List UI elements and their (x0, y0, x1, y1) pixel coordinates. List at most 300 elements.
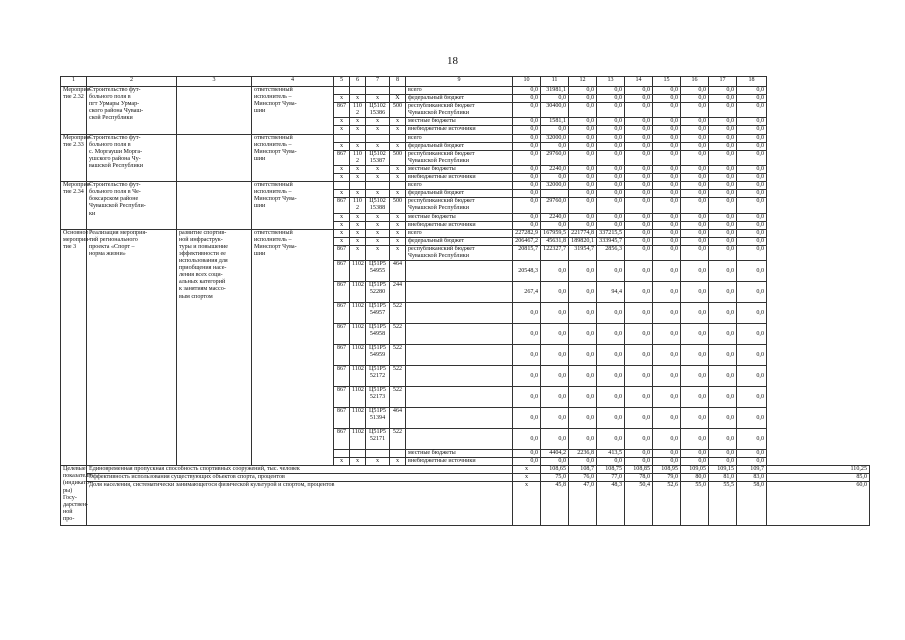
code-grbs: x (334, 229, 350, 237)
code-section: x (350, 174, 366, 182)
amount-cell: 0,0 (597, 408, 625, 429)
code-grbs (334, 134, 350, 142)
code-section: 1102 (350, 261, 366, 282)
amount-cell: 0,0 (653, 282, 681, 303)
code-target: x (366, 213, 390, 221)
code-target: x (366, 126, 390, 134)
responsible-executor: ответственный исполнитель – Минспорт Чува- шии (252, 134, 334, 182)
column-number: 18 (737, 77, 767, 87)
code-target (366, 87, 390, 95)
amount-cell: 0,0 (513, 408, 541, 429)
amount-cell: 0,0 (569, 458, 597, 466)
amount-cell: 333945,7 (597, 237, 625, 245)
amount-cell: 0,0 (737, 366, 767, 387)
amount-cell: 0,0 (681, 261, 709, 282)
indicator-value: 50,4 (625, 482, 653, 526)
amount-cell: 0,0 (569, 165, 597, 173)
amount-cell: 0,0 (597, 150, 625, 165)
amount-cell: 0,0 (569, 221, 597, 229)
amount-cell: 0,0 (681, 450, 709, 458)
measure-id: Основное мероприя- тие 3 (61, 229, 87, 466)
amount-cell: 0,0 (681, 458, 709, 466)
amount-cell: 0,0 (709, 95, 737, 103)
amount-cell: 0,0 (737, 458, 767, 466)
amount-cell: 0,0 (709, 458, 737, 466)
amount-cell: 29760,0 (541, 198, 569, 213)
code-target: x (366, 245, 390, 260)
amount-cell: 0,0 (681, 387, 709, 408)
funding-source: внебюджетные источники (406, 174, 513, 182)
code-target: x (366, 118, 390, 126)
amount-cell: 0,0 (653, 237, 681, 245)
code-section (350, 450, 366, 458)
amount-cell: 0,0 (625, 366, 653, 387)
amount-cell: 29760,0 (541, 150, 569, 165)
amount-cell: 0,0 (513, 198, 541, 213)
amount-cell: 0,0 (709, 408, 737, 429)
amount-cell: 0,0 (653, 95, 681, 103)
column-number: 1 (61, 77, 87, 87)
indicator-value: 77,0 (597, 474, 625, 482)
amount-cell: 0,0 (569, 261, 597, 282)
amount-cell: 0,0 (653, 229, 681, 237)
amount-cell: 0,0 (625, 450, 653, 458)
amount-cell: 0,0 (513, 134, 541, 142)
amount-cell: 0,0 (737, 150, 767, 165)
funding-source: всего (406, 134, 513, 142)
code-target: Ц5102 15388 (366, 198, 390, 213)
amount-cell: 221774,8 (569, 229, 597, 237)
amount-cell: 0,0 (709, 324, 737, 345)
amount-cell: 189820,1 (569, 237, 597, 245)
funding-source (406, 261, 513, 282)
code-section: x (350, 458, 366, 466)
column-number: 3 (177, 77, 252, 87)
amount-cell: 0,0 (625, 221, 653, 229)
amount-cell: 0,0 (569, 150, 597, 165)
code-section: x (350, 190, 366, 198)
amount-cell: 0,0 (625, 182, 653, 190)
measure-goal (177, 134, 252, 182)
indicator-value: 60,0 (767, 482, 870, 526)
code-target: x (366, 237, 390, 245)
table-row (61, 182, 870, 190)
amount-cell: 0,0 (709, 134, 737, 142)
code-grbs: x (334, 174, 350, 182)
amount-cell: 0,0 (597, 174, 625, 182)
column-number: 15 (653, 77, 681, 87)
amount-cell: 0,0 (653, 134, 681, 142)
amount-cell: 0,0 (569, 174, 597, 182)
amount-cell: 0,0 (709, 245, 737, 260)
indicator-text: Доля населения, систематически занимающегося физической культурой и спортом, процентов (87, 482, 513, 526)
code-section: 1102 (350, 324, 366, 345)
code-grbs: 867 (334, 282, 350, 303)
amount-cell: 0,0 (681, 345, 709, 366)
amount-cell: 0,0 (569, 126, 597, 134)
indicator-value: 45,8 (541, 482, 569, 526)
amount-cell: 0,0 (513, 87, 541, 95)
amount-cell: 45631,8 (541, 237, 569, 245)
funding-source: внебюджетные источники (406, 458, 513, 466)
code-expense: 500 (390, 150, 406, 165)
funding-source: федеральный бюджет (406, 237, 513, 245)
code-expense: x (390, 165, 406, 173)
amount-cell: 0,0 (597, 134, 625, 142)
amount-cell: 0,0 (513, 366, 541, 387)
amount-cell: 0,0 (541, 429, 569, 450)
code-target: Ц51Р5 52280 (366, 282, 390, 303)
amount-cell: 0,0 (709, 429, 737, 450)
amount-cell: 0,0 (513, 190, 541, 198)
amount-cell: 0,0 (597, 182, 625, 190)
amount-cell: 0,0 (737, 345, 767, 366)
amount-cell: 0,0 (541, 366, 569, 387)
code-target: x (366, 142, 390, 150)
indicator-value: 85,0 (767, 474, 870, 482)
indicator-text: Эффективность использования существующих объектов спорта, процентов (87, 474, 513, 482)
code-expense: 522 (390, 429, 406, 450)
amount-cell: 2240,0 (541, 213, 569, 221)
amount-cell: 122327,7 (541, 245, 569, 260)
amount-cell: 0,0 (569, 408, 597, 429)
amount-cell: 0,0 (681, 165, 709, 173)
amount-cell: 0,0 (737, 190, 767, 198)
indicator-value: 79,0 (653, 474, 681, 482)
code-section: 1102 (350, 282, 366, 303)
amount-cell: 0,0 (737, 408, 767, 429)
amount-cell: 0,0 (513, 345, 541, 366)
amount-cell: 206467,2 (513, 237, 541, 245)
amount-cell: 0,0 (681, 408, 709, 429)
funding-source: республиканский бюджет Чувашской Республики (406, 103, 513, 118)
column-number: 13 (597, 77, 625, 87)
amount-cell: 0,0 (681, 95, 709, 103)
funding-source: республиканский бюджет Чувашской Республики (406, 150, 513, 165)
amount-cell: 0,0 (597, 87, 625, 95)
amount-cell: 1581,1 (541, 118, 569, 126)
code-grbs: 867 (334, 408, 350, 429)
column-number: 9 (406, 77, 513, 87)
code-target: Ц5102 15386 (366, 103, 390, 118)
code-grbs: x (334, 213, 350, 221)
amount-cell: 0,0 (681, 221, 709, 229)
code-expense: x (390, 126, 406, 134)
amount-cell: 0,0 (597, 458, 625, 466)
code-grbs: x (334, 237, 350, 245)
code-expense (390, 87, 406, 95)
code-section: 1102 (350, 345, 366, 366)
code-section: 1102 (350, 366, 366, 387)
code-section: x (350, 95, 366, 103)
amount-cell: 0,0 (597, 261, 625, 282)
amount-cell: 0,0 (653, 87, 681, 95)
amount-cell: 0,0 (597, 345, 625, 366)
code-section: 110 2 (350, 150, 366, 165)
code-section: x (350, 118, 366, 126)
code-expense: x (390, 190, 406, 198)
amount-cell: 0,0 (737, 174, 767, 182)
amount-cell: 0,0 (709, 345, 737, 366)
code-expense: X (390, 95, 406, 103)
column-number: 10 (513, 77, 541, 87)
amount-cell: 0,0 (569, 282, 597, 303)
amount-cell: 0,0 (569, 213, 597, 221)
amount-cell: 0,0 (569, 303, 597, 324)
indicator-value: 81,0 (709, 474, 737, 482)
amount-cell: 0,0 (513, 221, 541, 229)
code-grbs: 867 (334, 103, 350, 118)
amount-cell: 0,0 (569, 387, 597, 408)
funding-source: всего (406, 229, 513, 237)
code-section: 110 2 (350, 103, 366, 118)
amount-cell: 0,0 (709, 387, 737, 408)
amount-cell: 0,0 (681, 150, 709, 165)
amount-cell: 0,0 (681, 366, 709, 387)
amount-cell: 0,0 (737, 261, 767, 282)
amount-cell: 0,0 (625, 237, 653, 245)
amount-cell: 0,0 (709, 261, 737, 282)
code-expense: x (390, 229, 406, 237)
amount-cell: 0,0 (709, 142, 737, 150)
amount-cell: 0,0 (709, 190, 737, 198)
code-grbs: 867 (334, 303, 350, 324)
code-section: x (350, 229, 366, 237)
code-expense: 244 (390, 282, 406, 303)
indicator-value: 52,6 (653, 482, 681, 526)
amount-cell: 0,0 (513, 126, 541, 134)
code-grbs: x (334, 190, 350, 198)
amount-cell: 0,0 (653, 303, 681, 324)
amount-cell: 0,0 (709, 103, 737, 118)
code-expense: x (390, 245, 406, 260)
amount-cell: 0,0 (513, 142, 541, 150)
amount-cell: 0,0 (709, 213, 737, 221)
funding-source (406, 282, 513, 303)
amount-cell: 0,0 (709, 174, 737, 182)
amount-cell: 20815,7 (513, 245, 541, 260)
amount-cell: 0,0 (625, 261, 653, 282)
code-section: 110 2 (350, 198, 366, 213)
amount-cell: 0,0 (625, 165, 653, 173)
amount-cell: 0,0 (737, 87, 767, 95)
amount-cell: 0,0 (681, 126, 709, 134)
responsible-executor: ответственный исполнитель – Минспорт Чува- шии (252, 229, 334, 466)
code-expense: 464 (390, 408, 406, 429)
amount-cell: 2856,3 (597, 245, 625, 260)
amount-cell: 0,0 (653, 261, 681, 282)
amount-cell: 0,0 (737, 103, 767, 118)
column-number-row (61, 77, 870, 87)
amount-cell: 0,0 (625, 95, 653, 103)
amount-cell: 0,0 (513, 450, 541, 458)
table-row (61, 229, 870, 237)
code-expense: 522 (390, 387, 406, 408)
program-table (60, 76, 870, 526)
amount-cell: 0,0 (737, 237, 767, 245)
amount-cell: 0,0 (653, 126, 681, 134)
funding-source (406, 345, 513, 366)
amount-cell: 0,0 (737, 387, 767, 408)
indicator-value: 108,65 (541, 466, 569, 474)
code-expense: 522 (390, 366, 406, 387)
amount-cell: 0,0 (513, 174, 541, 182)
amount-cell: 0,0 (625, 134, 653, 142)
code-expense: 464 (390, 261, 406, 282)
amount-cell: 0,0 (653, 245, 681, 260)
code-section: x (350, 165, 366, 173)
indicator-value: 108,85 (625, 466, 653, 474)
amount-cell: 0,0 (625, 324, 653, 345)
amount-cell: 0,0 (681, 245, 709, 260)
amount-cell: 0,0 (737, 198, 767, 213)
amount-cell: 0,0 (513, 324, 541, 345)
amount-cell: 0,0 (625, 142, 653, 150)
amount-cell: 0,0 (541, 345, 569, 366)
amount-cell: 0,0 (541, 221, 569, 229)
amount-cell: 0,0 (625, 387, 653, 408)
amount-cell: 0,0 (681, 87, 709, 95)
indicator-row (61, 482, 870, 526)
column-number: 16 (681, 77, 709, 87)
code-expense: x (390, 213, 406, 221)
column-number: 12 (569, 77, 597, 87)
code-target: Ц51Р5 51394 (366, 408, 390, 429)
funding-source: внебюджетные источники (406, 221, 513, 229)
code-section (350, 87, 366, 95)
amount-cell: 167959,5 (541, 229, 569, 237)
amount-cell: 0,0 (737, 213, 767, 221)
indicator-text: Единовременная пропускная способность спортивных сооружений, тыс. человек (87, 466, 513, 474)
funding-source: внебюджетные источники (406, 126, 513, 134)
code-expense: 522 (390, 303, 406, 324)
code-section: 1102 (350, 387, 366, 408)
measure-name: Строительство фут- больного поля в с. Моргауши Морга- ушского района Чу- вашской Республики (87, 134, 177, 182)
amount-cell (541, 190, 569, 198)
indicator-value: 47,0 (569, 482, 597, 526)
measure-name: Строительство фут- больного поля в пгт Урмары Урмар- ского района Чуваш- ской Республики (87, 87, 177, 135)
amount-cell: 0,0 (597, 213, 625, 221)
amount-cell: 0,0 (625, 229, 653, 237)
measure-goal (177, 182, 252, 230)
code-grbs (334, 87, 350, 95)
amount-cell: 0,0 (681, 134, 709, 142)
amount-cell: 0,0 (653, 150, 681, 165)
code-expense: x (390, 221, 406, 229)
amount-cell: 0,0 (513, 95, 541, 103)
code-target (366, 182, 390, 190)
amount-cell: 0,0 (625, 174, 653, 182)
column-number: 11 (541, 77, 569, 87)
measure-id: Мероприя- тие 2.32 (61, 87, 87, 135)
code-expense: 500 (390, 103, 406, 118)
amount-cell: 0,0 (709, 87, 737, 95)
amount-cell: 0,0 (541, 282, 569, 303)
indicator-value: 80,0 (681, 474, 709, 482)
amount-cell: 0,0 (597, 429, 625, 450)
amount-cell: 0,0 (513, 213, 541, 221)
indicator-value: 76,0 (569, 474, 597, 482)
code-section: 1102 (350, 303, 366, 324)
indicator-value: 83,0 (737, 474, 767, 482)
amount-cell: 20548,3 (513, 261, 541, 282)
code-section (350, 182, 366, 190)
measure-id: Мероприя- тие 2.34 (61, 182, 87, 230)
amount-cell: 0,0 (709, 366, 737, 387)
amount-cell: 0,0 (597, 118, 625, 126)
amount-cell: 0,0 (737, 118, 767, 126)
code-target: Ц51Р5 52173 (366, 387, 390, 408)
code-target: x (366, 221, 390, 229)
code-grbs (334, 182, 350, 190)
code-section: x (350, 245, 366, 260)
amount-cell: 31981,1 (541, 87, 569, 95)
amount-cell: 0,0 (653, 182, 681, 190)
amount-cell: 0,0 (625, 198, 653, 213)
indicator-row (61, 466, 870, 474)
amount-cell: 0,0 (737, 142, 767, 150)
code-section: x (350, 237, 366, 245)
funding-source (406, 303, 513, 324)
code-expense (390, 134, 406, 142)
amount-cell: 0,0 (541, 126, 569, 134)
amount-cell: 0,0 (653, 118, 681, 126)
code-grbs: 867 (334, 150, 350, 165)
column-number: 2 (87, 77, 177, 87)
amount-cell: 0,0 (709, 150, 737, 165)
amount-cell: 0,0 (541, 95, 569, 103)
amount-cell: 0,0 (597, 324, 625, 345)
funding-source: федеральный бюджет (406, 142, 513, 150)
amount-cell: 0,0 (737, 182, 767, 190)
amount-cell: 0,0 (625, 126, 653, 134)
amount-cell: 0,0 (653, 387, 681, 408)
amount-cell: 0,0 (653, 366, 681, 387)
amount-cell: 0,0 (597, 387, 625, 408)
amount-cell: 0,0 (569, 134, 597, 142)
code-expense: 500 (390, 198, 406, 213)
amount-cell: 0,0 (569, 190, 597, 198)
column-number: 7 (366, 77, 390, 87)
amount-cell: 0,0 (597, 165, 625, 173)
code-expense: x (390, 118, 406, 126)
indicator-value: 108,75 (597, 466, 625, 474)
amount-cell: 0,0 (569, 345, 597, 366)
amount-cell: 0,0 (681, 213, 709, 221)
amount-cell: 0,0 (625, 458, 653, 466)
amount-cell: 0,0 (625, 190, 653, 198)
column-number: 8 (390, 77, 406, 87)
code-target: x (366, 95, 390, 103)
amount-cell: 0,0 (597, 221, 625, 229)
amount-cell: 0,0 (513, 150, 541, 165)
code-grbs: x (334, 142, 350, 150)
code-target: Ц51Р5 54958 (366, 324, 390, 345)
amount-cell: 0,0 (653, 450, 681, 458)
funding-source (406, 408, 513, 429)
amount-cell: 0,0 (569, 87, 597, 95)
indicator-value: 108,95 (653, 466, 681, 474)
amount-cell: 2240,0 (541, 165, 569, 173)
indicator-mark: x (513, 474, 541, 482)
code-expense (390, 182, 406, 190)
measure-goal (177, 87, 252, 135)
responsible-executor: ответственный исполнитель – Минспорт Чува- шии (252, 182, 334, 230)
measure-goal: развитие спортив- ной инфраструк- туры и повышение эффективности ее использования для приобщения насе- ления всех соци- альных категорий к занятиям массо- вым спортом (177, 229, 252, 466)
amount-cell: 0,0 (737, 282, 767, 303)
funding-source: всего (406, 87, 513, 95)
measure-name: Реализация мероприя- тий регионального проекта «Спорт – норма жизни» (87, 229, 177, 466)
